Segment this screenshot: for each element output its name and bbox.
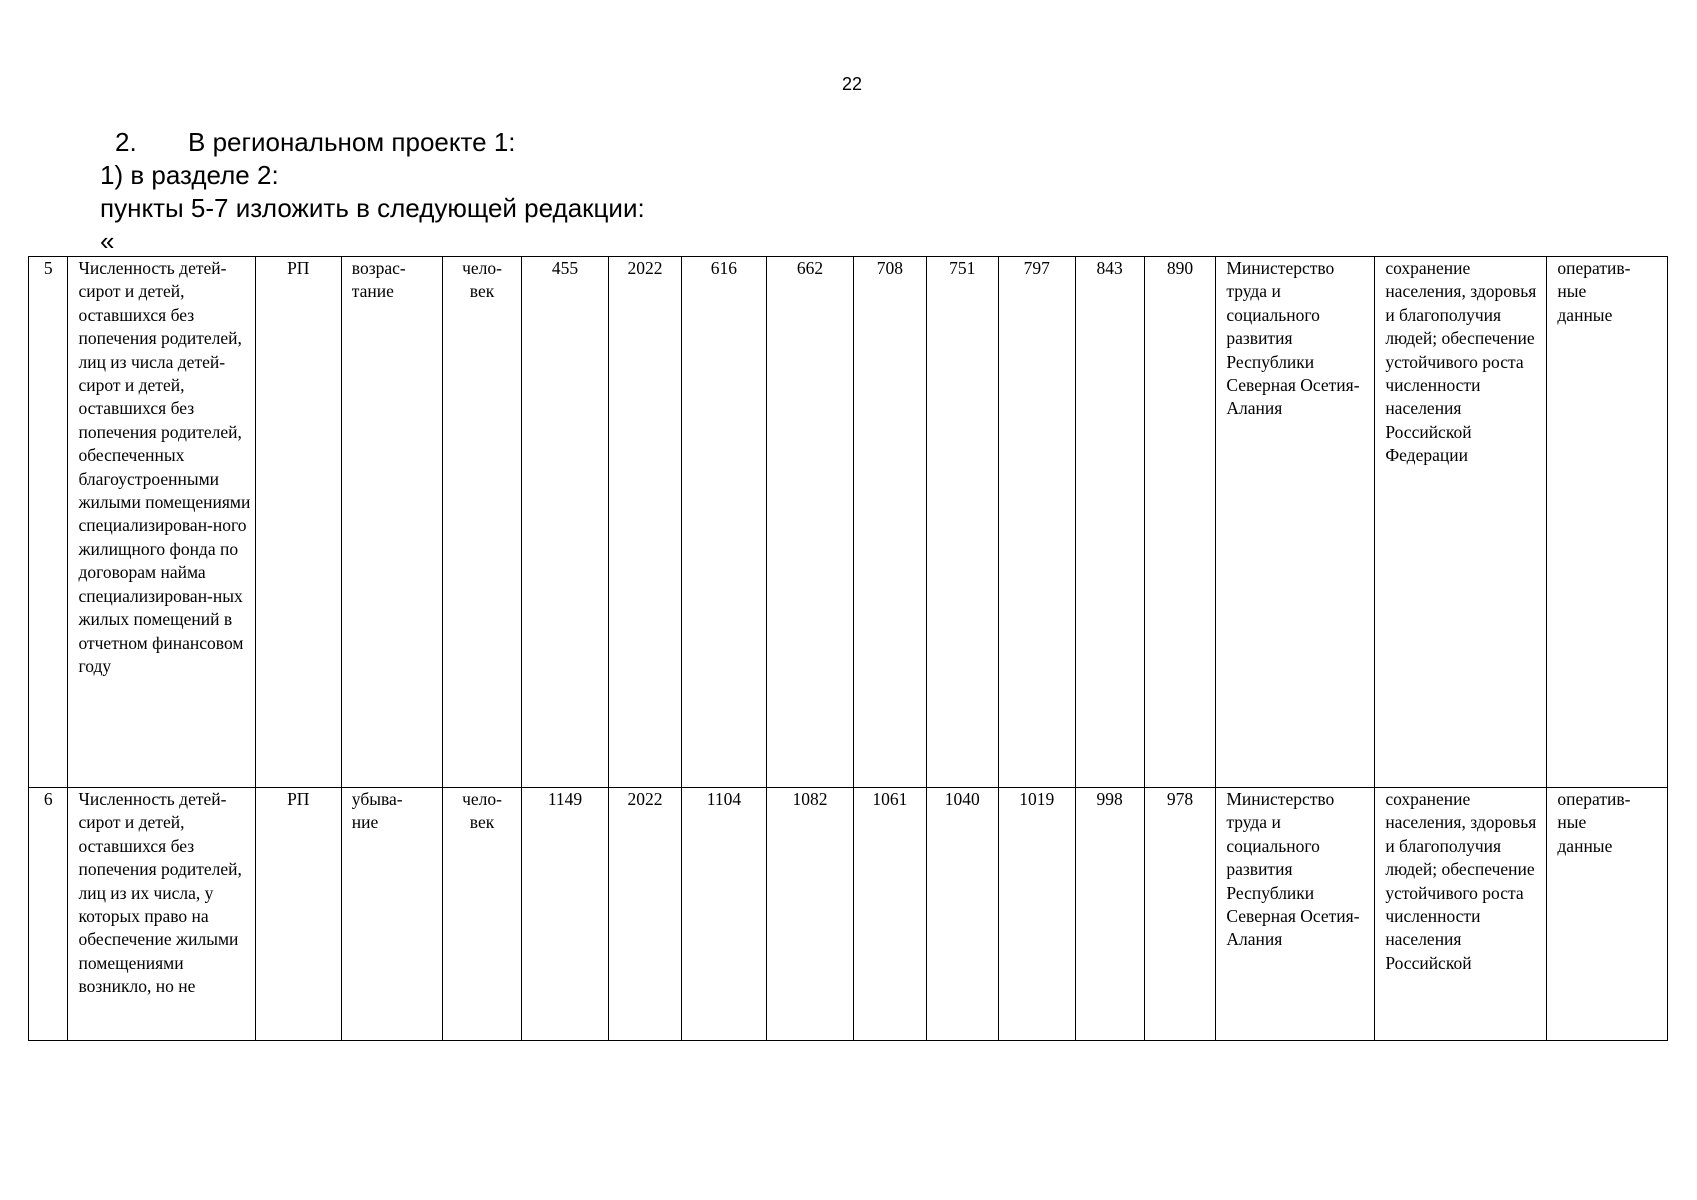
table-row bbox=[29, 788, 1668, 1041]
target-value: 890 bbox=[1144, 257, 1216, 788]
target-value: 1061 bbox=[853, 788, 926, 1041]
intro-sub-item: 1) в разделе 2: bbox=[100, 160, 279, 190]
indicator-level: РП bbox=[255, 257, 341, 788]
open-quote: « bbox=[100, 226, 115, 256]
data-source: оператив- ные данные bbox=[1547, 257, 1668, 788]
indicator-unit: чело- век bbox=[443, 257, 522, 788]
data-source: оператив- ные данные bbox=[1547, 788, 1668, 1041]
indicator-level: РП bbox=[255, 788, 341, 1041]
target-value: 1019 bbox=[998, 788, 1075, 1041]
responsible-agency: Министерство труда и социального развития Республики Северная Осетия-Алания bbox=[1216, 788, 1375, 1041]
intro-item-number: 2. bbox=[115, 127, 137, 157]
row-number: 6 bbox=[29, 788, 68, 1041]
target-value: 708 bbox=[853, 257, 926, 788]
indicator-trend: убыва- ние bbox=[341, 788, 442, 1041]
intro-item-text: В региональном проекте 1: bbox=[188, 127, 516, 157]
target-value: 1082 bbox=[766, 788, 853, 1041]
base-value: 455 bbox=[521, 257, 608, 788]
indicator-trend: возрас- тание bbox=[341, 257, 442, 788]
target-value: 616 bbox=[681, 257, 766, 788]
target-value: 843 bbox=[1075, 257, 1144, 788]
national-goal: сохранение населения, здоровья и благополучия людей; обеспечение устойчивого роста численности населения Российской bbox=[1375, 788, 1547, 1041]
intro-item-line bbox=[100, 126, 645, 159]
target-value: 751 bbox=[926, 257, 998, 788]
indicators-table bbox=[28, 256, 1668, 1041]
row-number: 5 bbox=[29, 257, 68, 788]
indicator-unit: чело- век bbox=[443, 788, 522, 1041]
target-value: 978 bbox=[1144, 788, 1216, 1041]
responsible-agency: Министерство труда и социального развития Республики Северная Осетия-Алания bbox=[1216, 257, 1375, 788]
table-row bbox=[29, 257, 1668, 788]
indicator-name: Численность детей-сирот и детей, оставшихся без попечения родителей, лиц из числа детей-сирот и детей, оставшихся без попечения родителей, обеспеченных благоустроенными жилыми помещениями специализирован-ного жилищного фонда по договорам найма специализирован-ных жилых помещений в отчетном финансовом году bbox=[68, 257, 255, 788]
base-year: 2022 bbox=[609, 788, 682, 1041]
base-value: 1149 bbox=[521, 788, 608, 1041]
target-value: 998 bbox=[1075, 788, 1144, 1041]
target-value: 1104 bbox=[681, 788, 766, 1041]
target-value: 1040 bbox=[926, 788, 998, 1041]
base-year: 2022 bbox=[609, 257, 682, 788]
intro-block bbox=[100, 126, 645, 258]
intro-instruction: пункты 5-7 изложить в следующей редакции: bbox=[100, 193, 645, 223]
indicator-name: Численность детей-сирот и детей, оставшихся без попечения родителей, лиц из их числа, у которых право на обеспечение жилыми помещениями возникло, но не bbox=[68, 788, 255, 1041]
target-value: 662 bbox=[766, 257, 853, 788]
page-number: 22 bbox=[841, 74, 863, 94]
target-value: 797 bbox=[998, 257, 1075, 788]
national-goal: сохранение населения, здоровья и благополучия людей; обеспечение устойчивого роста численности населения Российской Федерации bbox=[1375, 257, 1547, 788]
intro-open-quote bbox=[100, 225, 645, 258]
